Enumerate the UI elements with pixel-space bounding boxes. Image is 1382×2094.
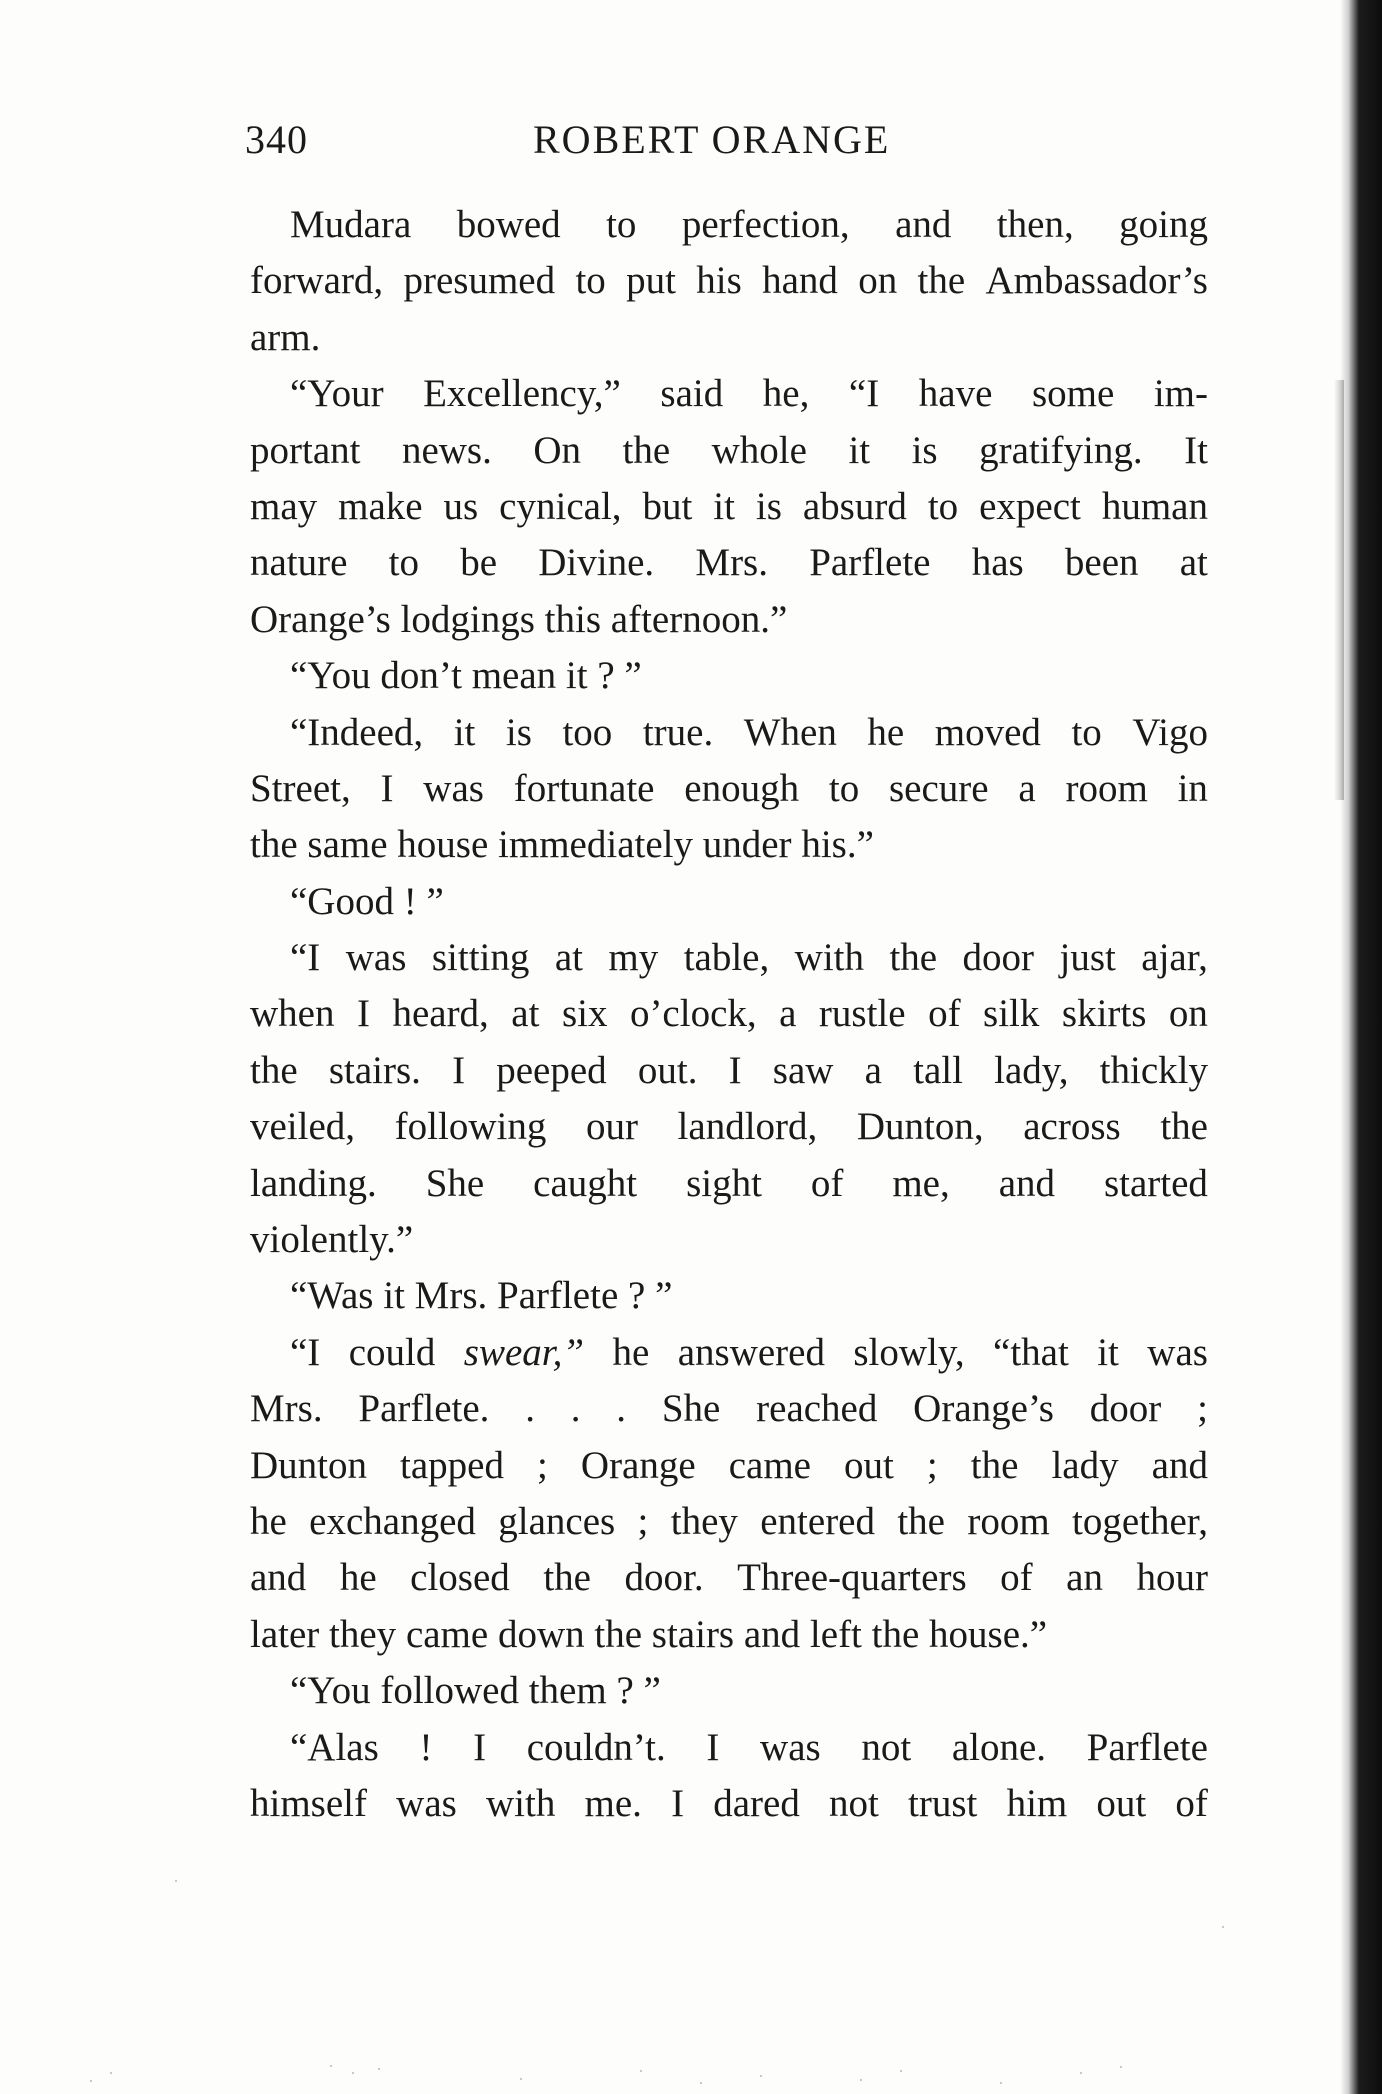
word: forward, [250, 259, 384, 303]
word: “You [290, 1669, 381, 1713]
word: they [329, 1612, 406, 1656]
word: sight [686, 1161, 762, 1205]
scan-speck [640, 2070, 642, 2072]
word: it [1097, 1330, 1119, 1374]
word: at [1179, 541, 1208, 585]
word: started [1103, 1161, 1208, 1205]
word: door. [624, 1556, 704, 1600]
word: was [345, 936, 407, 980]
word: and [895, 203, 952, 246]
word: is [755, 484, 782, 528]
word: “Alas [290, 1725, 379, 1769]
word: “You [290, 654, 381, 698]
word: gratifying. [979, 428, 1143, 472]
text-line [250, 1381, 1208, 1437]
word: enough [684, 766, 800, 810]
word: some [1031, 372, 1115, 416]
word: Mudara [290, 203, 412, 246]
word: “Was [290, 1274, 384, 1318]
word: was [1147, 1330, 1208, 1374]
text-line [250, 310, 1208, 366]
word: to [606, 203, 637, 246]
word: On [533, 428, 582, 472]
word: “I [290, 936, 321, 980]
scan-speck [110, 2072, 112, 2074]
word: him [1006, 1781, 1068, 1825]
word: ajar, [1141, 936, 1208, 980]
word: caught [533, 1161, 638, 1205]
word: ” [655, 1274, 673, 1318]
text-line [250, 1720, 1208, 1776]
word: portant [250, 428, 361, 472]
word: us [443, 484, 479, 528]
scan-speck [900, 2070, 902, 2072]
word: it [383, 1274, 415, 1318]
word: door [962, 936, 1035, 980]
text-line [250, 930, 1208, 986]
page-header [245, 116, 1205, 176]
word: hand [762, 259, 838, 303]
word: he [250, 1499, 287, 1543]
word: ” [643, 1669, 661, 1713]
word: Orange’s [913, 1387, 1054, 1431]
word: me. [584, 1781, 642, 1825]
word: Dunton [250, 1443, 367, 1487]
word: just [1059, 936, 1116, 980]
scan-speck [352, 2072, 354, 2074]
word: trust [908, 1781, 978, 1825]
word: veiled, [250, 1105, 356, 1149]
scan-speck [520, 2078, 522, 2080]
word: secure [888, 766, 989, 810]
word: heard, [392, 992, 489, 1036]
word: put [626, 259, 676, 303]
word: expect [979, 484, 1081, 528]
page-number: 340 [245, 117, 308, 162]
word: make [338, 484, 423, 528]
text-line [250, 1212, 1208, 1268]
word: to [575, 259, 606, 303]
word: ? [597, 654, 625, 698]
word: “I [290, 1330, 321, 1374]
word: She [661, 1387, 721, 1431]
word: Mrs. [414, 1274, 497, 1318]
text-line [250, 1438, 1208, 1494]
word: was [760, 1725, 821, 1769]
word: ; [926, 1443, 938, 1487]
word: followed [380, 1669, 529, 1713]
word: Parflete [1086, 1725, 1208, 1769]
word: it [453, 710, 476, 754]
word: down [497, 1612, 595, 1656]
word: the [970, 1443, 1019, 1487]
word: stairs [651, 1612, 744, 1656]
word: hour [1136, 1556, 1208, 1600]
word: don’t [380, 654, 472, 698]
word: stairs. [328, 1048, 421, 1092]
word: of [1000, 1556, 1033, 1600]
word: on [858, 259, 898, 303]
word: ? [616, 1669, 644, 1713]
word: the [622, 428, 671, 472]
word: at [554, 936, 583, 980]
word: thickly [1099, 1048, 1208, 1092]
word: an [1066, 1556, 1103, 1600]
word: ! [403, 879, 427, 923]
word: house [397, 823, 499, 867]
word: out [844, 1443, 894, 1487]
word: he, [762, 372, 810, 416]
word: Dunton, [856, 1105, 984, 1149]
word: skirts [1061, 992, 1147, 1036]
word: I [706, 1725, 720, 1769]
word: ; [1197, 1387, 1208, 1431]
word: im- [1153, 372, 1208, 416]
word: room [967, 1499, 1050, 1543]
word: left [809, 1612, 872, 1656]
word: together, [1072, 1499, 1208, 1543]
word: he [612, 1330, 650, 1374]
word: bowed [456, 203, 561, 246]
word: Parflete [809, 541, 931, 585]
word: When [743, 710, 837, 754]
word: I [452, 1048, 466, 1092]
word: Excellency,” [423, 372, 621, 416]
word: house.” [929, 1612, 1048, 1656]
word: slowly, [853, 1330, 965, 1374]
word: I [380, 766, 394, 810]
word: immediately [498, 823, 703, 867]
word: later [250, 1612, 330, 1656]
word: himself [250, 1781, 367, 1825]
word: human [1101, 484, 1208, 528]
word: I [356, 992, 370, 1036]
word: across [1023, 1105, 1121, 1149]
text-line [250, 1550, 1208, 1606]
word: glances [498, 1499, 616, 1543]
word: when [250, 992, 335, 1036]
word: Three-quarters [737, 1556, 967, 1600]
word: Parflete. [358, 1387, 490, 1431]
word: have [918, 372, 993, 416]
word: ? [628, 1274, 656, 1318]
text-line [250, 761, 1208, 817]
word: same [307, 823, 398, 867]
word: his [696, 259, 742, 303]
word: the [889, 936, 938, 980]
word: and [998, 1161, 1055, 1205]
word: the [543, 1556, 591, 1600]
word: of [1175, 1781, 1208, 1825]
word: has [971, 541, 1024, 585]
word: nature [250, 541, 348, 585]
word: in [1177, 766, 1208, 810]
scan-speck [330, 2065, 332, 2067]
scan-speck [1000, 2082, 1002, 2084]
word: entered [760, 1499, 875, 1543]
word: door [1089, 1387, 1162, 1431]
word: ” [624, 654, 642, 698]
word: rustle [818, 992, 906, 1036]
word: them [528, 1669, 617, 1713]
word: and [250, 1556, 307, 1600]
text-line [250, 705, 1208, 761]
text-line [250, 366, 1208, 422]
word: table, [683, 936, 770, 980]
word: ! [419, 1725, 433, 1769]
scan-speck [175, 1880, 177, 1882]
word: alone. [951, 1725, 1047, 1769]
word: to [388, 541, 420, 585]
text-line [250, 817, 1208, 873]
scan-speck [1120, 2066, 1122, 2068]
word: been [1064, 541, 1139, 585]
word: o’clock, [629, 992, 757, 1036]
word: exchanged [309, 1499, 476, 1543]
word: “Good [290, 879, 404, 923]
word: landing. [250, 1161, 377, 1205]
word: the [871, 1612, 930, 1656]
text-line [250, 592, 1208, 648]
word: Divine. [538, 541, 655, 585]
word: out. [637, 1048, 698, 1092]
word: is [911, 428, 938, 472]
word: a [1018, 766, 1036, 810]
word: and [1151, 1443, 1208, 1487]
text-line [250, 423, 1208, 479]
word: but [642, 484, 693, 528]
word: Vigo [1132, 710, 1208, 754]
word: the [594, 1612, 652, 1656]
text-line [250, 1043, 1208, 1099]
word: fortunate [513, 766, 655, 810]
word: me, [892, 1161, 950, 1205]
word: of [928, 992, 961, 1036]
word: “that [993, 1330, 1069, 1374]
word: under [702, 823, 802, 867]
word: peeped [496, 1048, 607, 1092]
text-line [250, 535, 1208, 591]
scan-speck [860, 2079, 862, 2081]
word: . [525, 1387, 535, 1431]
text-line [250, 479, 1208, 535]
word: was [396, 1781, 457, 1825]
word: the [250, 823, 308, 867]
word: on [1168, 992, 1208, 1036]
word: and [743, 1612, 810, 1656]
text-line [250, 253, 1208, 309]
word: Street, [250, 766, 351, 810]
text-line [250, 648, 1208, 704]
word: a [864, 1048, 882, 1092]
text-line [250, 197, 1208, 253]
word: Orange [580, 1443, 696, 1487]
page-body-text [250, 197, 1208, 1832]
word: tall [913, 1048, 963, 1092]
word: saw [772, 1048, 834, 1092]
text-line [250, 1607, 1208, 1663]
word: could [348, 1330, 436, 1374]
word: room [1065, 766, 1148, 810]
word: our [585, 1105, 638, 1149]
text-line [250, 1156, 1208, 1212]
word: whole [711, 428, 807, 472]
word: silk [983, 992, 1040, 1036]
word: said [660, 372, 724, 416]
word: the [250, 1048, 298, 1092]
word: six [561, 992, 608, 1036]
word: of [810, 1161, 844, 1205]
word: closed [410, 1556, 510, 1600]
word: to [1071, 710, 1102, 754]
scan-speck [1080, 2072, 1082, 2074]
word: reached [756, 1387, 878, 1431]
word: came [405, 1612, 498, 1656]
word: tapped [400, 1443, 504, 1487]
word: was [423, 766, 484, 810]
word: to [927, 484, 959, 528]
word: going [1119, 203, 1208, 246]
word: the [897, 1499, 945, 1543]
word: perfection, [681, 203, 850, 246]
word: presumed [403, 259, 556, 303]
word: mean [471, 654, 566, 698]
text-line [250, 1325, 1208, 1381]
word: may [250, 484, 318, 528]
word: Mrs. [250, 1387, 323, 1431]
word: I [728, 1048, 742, 1092]
word: sitting [431, 936, 530, 980]
scan-speck [1222, 1926, 1224, 1928]
word: arm. [250, 315, 321, 359]
word: Mrs. [695, 541, 768, 585]
word: absurd [802, 484, 907, 528]
word: not [829, 1781, 879, 1825]
word: moved [934, 710, 1041, 754]
scan-speck [90, 2080, 92, 2082]
word: his.” [801, 823, 874, 867]
word: is [505, 710, 532, 754]
word: it [848, 428, 871, 472]
word: lady, [994, 1048, 1069, 1092]
word: She [425, 1161, 485, 1205]
word: too [562, 710, 613, 754]
word: dared [713, 1781, 800, 1825]
text-line [250, 1663, 1208, 1719]
word: landlord, [677, 1105, 818, 1149]
scan-speck [700, 2082, 702, 2084]
word: I [671, 1781, 685, 1825]
word: a [779, 992, 797, 1036]
word: with [485, 1781, 556, 1825]
word: then, [996, 203, 1074, 246]
word: at [511, 992, 540, 1036]
text-line [250, 874, 1208, 930]
word: following [394, 1105, 547, 1149]
word: cynical, [499, 484, 622, 528]
word: afternoon.” [610, 597, 788, 641]
word: Orange’s [250, 597, 401, 641]
word: this [544, 597, 611, 641]
word: true. [642, 710, 714, 754]
word: it [713, 484, 735, 528]
scan-speck [760, 2075, 762, 2077]
text-line [250, 1494, 1208, 1550]
word: “I [848, 372, 880, 416]
scan-speck [378, 2068, 380, 2070]
word: . [570, 1387, 581, 1431]
word: . [616, 1387, 627, 1431]
text-line [250, 1268, 1208, 1324]
word: they [670, 1499, 738, 1543]
word: it [565, 654, 598, 698]
word: It [1184, 428, 1208, 472]
word: the [917, 259, 966, 303]
word: couldn’t. [526, 1725, 666, 1769]
word: out [1096, 1781, 1147, 1825]
word: ; [637, 1499, 649, 1543]
word: my [608, 936, 659, 980]
word: swear,” [463, 1330, 585, 1374]
word: the [1160, 1105, 1208, 1149]
word: he [339, 1556, 377, 1600]
word: not [861, 1725, 912, 1769]
word: with [794, 936, 865, 980]
word: to [828, 766, 860, 810]
word: Ambassador’s [985, 259, 1208, 303]
page-edge-shadow [1340, 0, 1382, 2094]
text-line [250, 1776, 1208, 1832]
word: news. [401, 428, 492, 472]
word: ” [426, 879, 444, 923]
running-title: ROBERT ORANGE [533, 117, 891, 162]
word: “Indeed, [290, 710, 424, 754]
word: violently.” [250, 1218, 414, 1262]
word: ; [537, 1443, 548, 1487]
word: came [728, 1443, 811, 1487]
word: lodgings [400, 597, 545, 641]
word: “Your [290, 372, 384, 416]
text-line [250, 986, 1208, 1042]
word: answered [677, 1330, 825, 1374]
word: lady [1051, 1443, 1119, 1487]
word: he [867, 710, 905, 754]
word: be [460, 541, 498, 585]
word: I [473, 1725, 487, 1769]
word: Parflete [497, 1274, 629, 1318]
text-line [250, 1099, 1208, 1155]
